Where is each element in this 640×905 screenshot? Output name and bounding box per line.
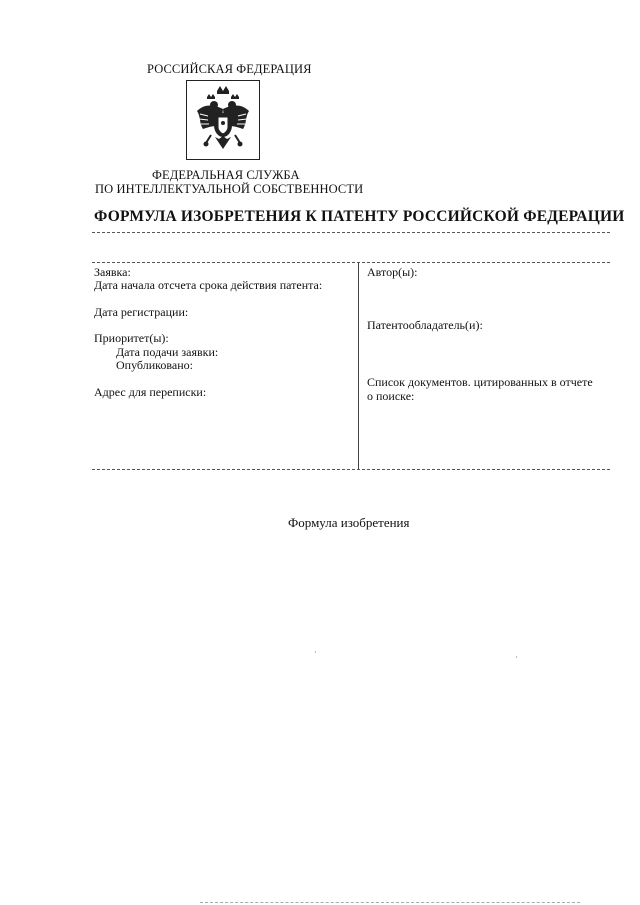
scan-speck — [315, 651, 316, 653]
emblem-frame — [186, 80, 260, 160]
title-underline — [92, 232, 610, 233]
term-start-label: Дата начала отсчета срока действия патента: — [94, 278, 323, 292]
cited-documents-label-line2: о поиске: — [367, 389, 415, 403]
priority-label: Приоритет(ы): — [94, 331, 169, 345]
table-column-divider — [358, 263, 359, 469]
published-label: Опубликовано: — [116, 358, 193, 372]
correspondence-address-label: Адрес для переписки: — [94, 385, 207, 399]
page-bottom-rule — [200, 902, 580, 903]
authors-label: Автор(ы): — [367, 265, 418, 279]
document-title: ФОРМУЛА ИЗОБРЕТЕНИЯ К ПАТЕНТУ РОССИЙСКОЙ ФЕДЕРАЦИИ — [94, 208, 625, 225]
agency-name-line1: ФЕДЕРАЛЬНАЯ СЛУЖБА — [152, 168, 300, 182]
country-name: РОССИЙСКАЯ ФЕДЕРАЦИЯ — [147, 62, 312, 76]
section-heading: Формула изобретения — [288, 515, 410, 530]
registration-date-label: Дата регистрации: — [94, 305, 189, 319]
filing-date-label: Дата подачи заявки: — [116, 345, 219, 359]
table-top-rule — [92, 262, 610, 263]
scan-speck — [516, 656, 517, 658]
agency-name-line2: ПО ИНТЕЛЛЕКТУАЛЬНОЙ СОБСТВЕННОСТИ — [95, 182, 364, 196]
cited-documents-label-line1: Список документов. цитированных в отчете — [367, 375, 593, 389]
table-bottom-rule — [92, 469, 610, 470]
coat-of-arms-icon — [187, 81, 259, 159]
application-label: Заявка: — [94, 265, 131, 279]
patent-holders-label: Патентообладатель(и): — [367, 318, 483, 332]
